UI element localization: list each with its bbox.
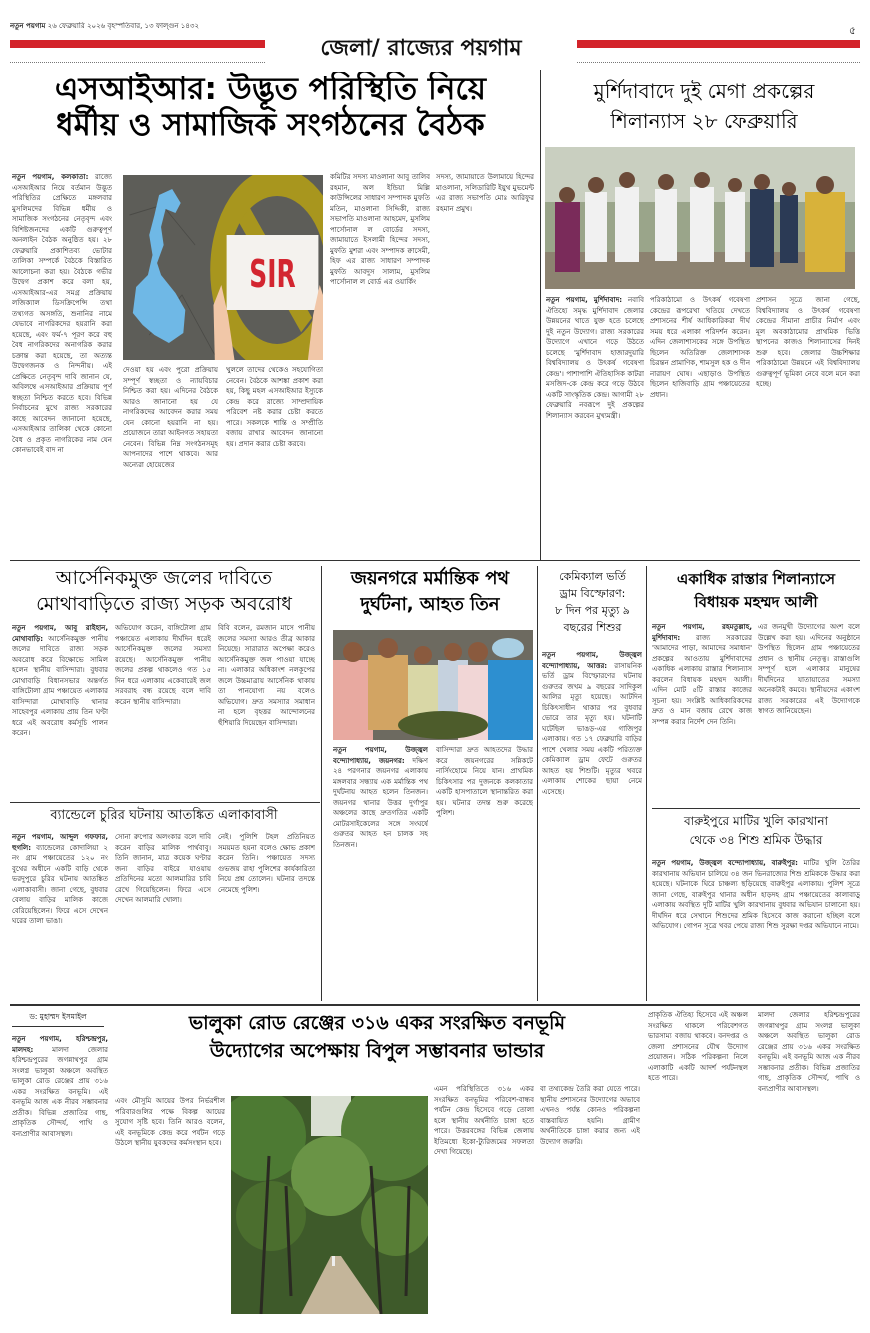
article-dateline: নতুন পয়গাম, উজ্জ্বল বন্দ্যোপাধ্যায়, আত্তর: (542, 651, 642, 670)
article-column (758, 622, 860, 802)
article-column (226, 365, 323, 555)
author-byline: ড: মুহাম্মদ ইসমাইল (29, 1012, 87, 1021)
article-column (758, 1010, 860, 1324)
article-column (218, 832, 315, 1000)
headline-line: জয়নগরে মর্মান্তিক পথ (350, 568, 510, 589)
article-column (652, 622, 752, 802)
article-column (115, 1096, 225, 1324)
article-column (542, 650, 642, 1000)
byline-rule (12, 1026, 104, 1027)
article-column (115, 623, 211, 798)
article-column (115, 832, 211, 1000)
injured-patient-image (333, 630, 533, 740)
article-column (540, 1084, 640, 1324)
headline-line: দুর্ঘটনা, আহত তিন (360, 594, 500, 616)
officials-walking-image (545, 147, 855, 289)
article-column (12, 172, 112, 552)
article-text: এমন পরিস্থিতিতে ৩১৬ একর সংরক্ষিত বনভূমির পরিবেশ-বান্ধব পর্যটন কেন্দ্র হিসেবে গড়ে তোলা হলে স্থানীয় অর্থনীতি চাঙ্গা হতে পারে। উত্তরবঙ্গের বিভিন্ন জেলায় ইতিমধ্যে ইকো-ট্যুরিজমের সফলতা দেখা গিয়েছে। (434, 1085, 534, 1156)
dotted-rule-right (577, 62, 860, 63)
section-divider (652, 808, 860, 809)
headline-line: বিধায়ক মহম্মদ আলী (694, 592, 818, 611)
column-divider (321, 566, 322, 1001)
article-text: বা তথ্যকেন্দ্র তৈরি করা যেতে পারে। স্থানীয় প্রশাসনের উদ্যোগের অভাবে এখনও পর্যন্ত কোনও পরিকল্পনা বাস্তবায়িত হয়নি। গ্রামীণ অর্থনীতিকে চাঙ্গা করার জন্য এই উদ্যোগ জরুরি। (540, 1085, 640, 1146)
murshidabad-photo (545, 147, 855, 289)
section-divider (10, 1004, 860, 1006)
article-text: অভিযোগ করেন, বাঙ্গিটোলা গ্রাম পঞ্চায়েত এলাকায় দীর্ঘদিন ধরেই আর্সেনিকমুক্ত জলের সমস্যা রয়েছে। আর্সেনিকমুক্ত পানীয় জলের প্রকল্প থাকলেও গত ১৫ দিন ধরে এলাকায় একেবারেই জল সরবরাহ বন্ধ রয়েছে বলে দাবি করেন স্থানীয় বাসিন্দারা। (115, 624, 211, 706)
headline-line: ভালুকা রোড রেঞ্জের ৩১৬ একর সংরক্ষিত বনভূমি (188, 1012, 565, 1034)
headline-line: এসআইআর: উদ্ভূত পরিস্থিতি নিয়ে (54, 72, 487, 107)
article-column (330, 172, 430, 555)
headline-murshidabad[interactable] (545, 76, 863, 136)
article-dateline: নতুন পয়গাম, আব্দুল গফফার, হুগলি: (12, 833, 108, 852)
sir-illustration (123, 175, 323, 360)
article-text: মাটির খুলি তৈরির কারখানায় অভিযান চালিয়ে ৩৪ জন ভিনরাজ্যের শিশু শ্রমিককে উদ্ধার করা হয়েছে। ঘটনাকে ঘিরে চাঞ্চল্য ছড়িয়েছে বারুইপুর এলাকায়। পুলিশ সূত্রে জানা গেছে, বারুইপুর থানার অধীন হাড়দহ গ্রাম পঞ্চায়েতের কালাবাড়ু এলাকায় অবস্থিত দুটি মাটির খুলি কারখানায় বুধবার অভিযান চালানো হয়। দীর্ঘদিন ধরে সেখানে শিশুদের শ্রমিক হিসেবে কাজ করানো হচ্ছিল বলে অভিযোগ। গোপন সূত্রে খবর পেয়ে রাজ্য শিশু সুরক্ষা দপ্তর অভিযানে নামে। (652, 859, 860, 930)
article-column (123, 365, 218, 555)
headline-mla[interactable] (650, 568, 862, 613)
article-text: বাসিন্দারা দ্রুত আহতদের উদ্ধার করে জয়নগরের সন্নিকটে নার্সিংহোমে নিয়ে যান। প্রাথমিক চিকিৎসার পর দুজনকে কলকাতার একটি হাসপাতালে স্থানান্তরিত করা হয়। ঘটনার তদন্ত শুরু করেছে পুলিশ। (436, 746, 533, 817)
article-column (756, 295, 860, 557)
dateline-bar (10, 22, 265, 31)
article-dateline: নতুন পয়গাম, উজ্জ্বল বন্দ্যোপাধ্যায়, বারুইপুর: (652, 859, 798, 867)
headline-line: বারুইপুরে মাটির খুলি কারখানা (683, 814, 829, 828)
headline-sir[interactable] (8, 72, 533, 143)
article-column (218, 623, 315, 798)
headline-forest[interactable] (112, 1010, 642, 1065)
sir-sign-text: SIR (249, 251, 296, 297)
article-text: কমিটির সদস্য মাওলানা আবু তালিব রহমান, অল ইন্ডিয়া মিল্লি কাউন্সিলের সাধারণ সম্পাদক মুফতি মতিন, মাওলানা সিদ্দিকী, রাজ্য সভাপতি মাওলানা আহমেদ, মুসলিম পার্সোনাল ল বোর্ডের সদস্য, জামায়াতে ইসলামী হিন্দের সদস্য, মুফতি মুশরা এবং সম্পাদক ক্বাসেমী, হিফ এর রাজ্য সাধারণ সম্পাদক মুফতি আবদুস সালাম, মুসলিম পার্সোনাল ল বোর্ড এর ওয়ার্কিং (330, 173, 430, 286)
article-column (12, 623, 108, 798)
issue-date: ২৬ ফেব্রুয়ারি ২০২৬ বৃহস্পতিবার, ১৩ ফাল্গুন ১৪৩২ (47, 22, 199, 30)
headline-joynagar[interactable] (326, 566, 534, 618)
headline-line: ধর্মীয় ও সামাজিক সংগঠনের বৈঠক (56, 106, 485, 143)
section-divider (10, 802, 320, 803)
column-divider (540, 70, 541, 560)
article-text: পরিকাঠামো ও উৎকর্ষ গবেষণা কেন্দ্রের রূপরেখা খতিয়ে দেখতে প্রশাসনের শীর্ষ আধিকারিকরা দীর্ঘ সময় ধরে এলাকা পরিদর্শন করেন। এদিন জেলাশাসকের সঙ্গে উপস্থিত ছিলেন অতিরিক্ত জেলাশাসক চিরন্তন প্রামাণিক, শামসুল হক ও দীন নারায়ণ ঘোষ। এছাড়াও উপস্থিত ছিলেন হাজিবাড়ি গ্রাম পঞ্চায়েতের প্রধান। (650, 296, 750, 399)
section-title: জেলা/ রাজ্যের পয়গাম (320, 36, 522, 61)
sir-photo (123, 175, 323, 360)
article-column (546, 295, 644, 557)
headline-line: ৮ দিন পর মৃত্যু ৯ (555, 604, 630, 618)
headline-line: বছরের শিশুর (563, 621, 622, 635)
article-column (12, 832, 108, 1000)
article-text: মালদা জেলার হরিশ্চন্দ্রপুরের জগন্নাথপুর গ্রাম সংলগ্ন ভালুকা অঞ্চলে অবস্থিত ভালুকা রোড রেঞ্জের প্রায় ৩১৬ একর সংরক্ষিত বনভূমি। এই বনভূমি আজ এক নীরব সম্ভাবনার প্রতীক। বিভিন্ন প্রজাতির গাছ, প্রাকৃতিক সৌন্দর্য, পাখি ও বন্যপ্রাণীর আবাসস্থল। (758, 1011, 860, 1093)
headline-baruipur[interactable] (650, 812, 862, 849)
article-text: সদস্য, জামায়াতে উলামায়ে হিন্দের মাওলানা, সলিডারিটি ইয়ুথ মুভমেন্ট এর রাজ্য সভাপতি মোঃ আরিফুর রহমান প্রমুখ। (436, 173, 534, 213)
headline-line: থেকে ৩৪ শিশু শ্রমিক উদ্ধার (689, 832, 823, 847)
page-number: ৫ (848, 24, 856, 37)
article-text: রাসায়নিক ভর্তি ড্রাম বিস্ফোরণের ঘটনায় গুরুতর জখম ৯ বছরের সাদিকুল আলির মৃত্যু হয়েছে। আটদিন চিকিৎসাধীন থাকার পর বুধবার ভোরে তার মৃত্যু হয়। ঘটনাটি ঘটেছিল ভাঙড়-এর গাজিপুর এলাকায়। গত ১৭ ফেব্রুয়ারি বাড়ির পাশে খেলার সময় একটি পরিত্যক্ত কেমিক্যাল ড্রাম ফেটে গুরুতর আহত হয় শিশুটি। মৃত্যুর খবরে এলাকায় শোকের ছায়া নেমে এসেছে। (542, 661, 642, 796)
article-text: রাজ্যে এসআইআর নিয়ে বর্তমান উদ্ভূত পরিস্থিতির প্রেক্ষিতে মঙ্গলবার মুসলিমদের বিভিন্ন ধর্মীয় ও সামাজিক সংগঠনের নেতৃবৃন্দ এবং বিশিষ্টজনদের একটি গুরুত্বপূর্ণ অনলাইন বৈঠক অনুষ্ঠিত হয়। ২৮ ফেব্রুয়ারি প্রকাশিতব্য ভোটার তালিকা সম্পর্কে বৈঠকে বিস্তারিত আলোচনা করা হয়। বৈঠকে গভীর উদ্বেগ প্রকাশ করে বলা হয়, এসআইআর-এর সমগ্র প্রক্রিয়ায় লজিক্যাল ডিসক্রিপেন্সি তথা তথ্যগত অসঙ্গতি, শুনানির নামে যেভাবে নাগরিকদের হয়রানি করা হয়েছে, এবং ফর্ম-৭ পূরণ করে বহু বৈধ নাগরিকদের অনাগরিক করার চক্রান্ত করা হয়েছে, তা অত্যন্ত উদ্বেগজনক ও নিন্দনীয়। এই প্রেক্ষিতে নেতৃবৃন্দ দাবি জানান যে, অবিলম্বে এসআইআর প্রক্রিয়ায় পূর্ণ স্বচ্ছতা নিশ্চিত করতে হবে। বিভিন্ন নির্বাচনের মুখে রাজ্য সরকারের কাছে আবেদন জানানো হয়েছে, এসআইআর তালিকা থেকে কোনো বৈধ ও প্রকৃত নাগরিকের নাম যেন কোনভাবেই বাদ না (12, 173, 112, 454)
headline-line: ড্রাম বিস্ফোরণ: (559, 587, 626, 601)
article-column (648, 1010, 748, 1324)
article-column (434, 1084, 534, 1324)
article-text: নেই। পুলিশি টহল প্রতিনিয়ত সময়মত হয়না বলেও ক্ষোভ প্রকাশ করেন তিনি। পঞ্চায়েত সদস্য গুভজয় রাহা পুলিশের কার্যকারিতা নিয়ে প্রশ্ন তোলেন। ঘটনার তদন্তে নেমেছে পুলিশ। (218, 833, 315, 894)
headline-arsenic[interactable] (10, 566, 318, 617)
article-text: দক্ষিণ ২৪ পরগনার জয়নগর এলাকায় মঙ্গলবার সন্ধ্যায় এক মর্মান্তিক পথ দুর্ঘটনায় আহত হলেন তিনজন। জয়নগর থানার উত্তর দুর্গাপুর অঞ্চলের কাছে দ্রুতগতির একটি মোটরসাইকেলের সঙ্গে সংঘর্ষে গুরুতর আহত হন চালক সহ তিনজন। (333, 756, 428, 849)
article-text: বিবি বলেন, রমজান মাসে পানীয় জলের সমস্যা আরও তীব্র আকার নিয়েছে। সারারাত অপেক্ষা করেও আর্সেনিকমুক্ত জল পাওয়া যাচ্ছে না। এলাকার অধিকাংশ নলকূপের জলে উচ্চমাত্রায় আর্সেনিক থাকায় তা পানযোগ্য নয় বলেও অভিযোগ। দ্রুত সমস্যার সমাধান না হলে বৃহত্তর আন্দোলনের হুঁশিয়ারি দিয়েছেন বাসিন্দারা। (218, 624, 315, 727)
article-dateline: নতুন পয়গাম, উজ্জ্বল বন্দ্যোপাধ্যায়, জয়নগর: (333, 746, 428, 765)
article-text: আর্সেনিকমুক্ত পানীয় জলের দাবিতে রাজ্য সড়ক অবরোধ করে বিক্ষোভে সামিল হলেন স্থানীয় বাসিন্দারা। বুধবার মোথাবাড়ি বিধানসভার অন্তর্গত বাঙ্গিটোলা গ্রাম পঞ্চায়েত এলাকার বাসিন্দারা মোথাবাড়ি থানার সাহেবপুর এলাকায় প্রায় তিন ঘণ্টা ধরে এই অবরোধ কর্মসূচি পালন করেন। (12, 634, 108, 737)
article-dateline: নতুন পয়গাম, আবু রাইহান, মোথাবাড়ি: (12, 624, 108, 643)
headline-bandel[interactable]: ব্যান্ডেলে চুরির ঘটনায় আতঙ্কিত এলাকাবাসী (50, 808, 278, 823)
headline-line: একাধিক রাস্তার শিলান্যাসে (676, 570, 836, 588)
headline-chemical[interactable] (541, 568, 644, 636)
article-text: খুললে তাদের থেকেও সহযোগিতা নেবেন। বৈঠকে আশঙ্কা প্রকাশ করা হয়, কিছু মহল এসআইআর ইস্যুকে কেন্দ্র করে রাজ্যে সাম্প্রদায়িক পরিবেশ নষ্ট করার চেষ্টা করতে পারে। সকলকে শান্তি ও সম্প্রীতি বজায় রাখার আবেদন জানানো হয়। প্রদান করার চেষ্টা করবে। (226, 366, 323, 448)
joynagar-photo (333, 630, 533, 740)
article-column (436, 745, 533, 1000)
article-dateline: নতুন পয়গাম, কলকাতা: (12, 173, 89, 181)
article-text: এর জনমুখী উদ্যোগের অংশ বলে উল্লেখ করা হয়। এদিনের অনুষ্ঠানে উপস্থিত ছিলেন গ্রাম পঞ্চায়েতের প্রধান ও স্থানীয় নেতৃত্ব। রাস্তাগুলি সম্পূর্ণ হলে এলাকার মানুষের দীর্ঘদিনের যাতায়াতের সমস্যা অনেকটাই কমবে। স্থানীয়দের একাংশ রাজ্য সরকারের এই উদ্যোগকে স্বাগত জানিয়েছেন। (758, 623, 860, 715)
forest-path-image (231, 1096, 428, 1314)
article-dateline: নতুন পয়গাম, হরিশ্চন্দ্রপুর, মালদহ: (12, 1035, 108, 1054)
article-text: ব্যান্ডেলের কোদালিয়া ২ নং গ্রাম পঞ্চায়েতের ১২০ নং বুথের অধীনে একটি বাড়ি থেকে ভরদুপুরে চুরির ঘটনায় আতঙ্কিত এলাকাবাসী। জানা গেছে, বুধবার বেলায় বাড়ির মালিক কাজে বেরিয়েছিলেন। ফিরে এসে দেখেন ঘরের তালা ভাঙা। (12, 843, 108, 925)
dotted-rule-left (10, 62, 265, 63)
article-text: রাজ্য সরকারের 'আমাদের পাড়া, আমাদের সমাধান' প্রকল্পের আওতায় মুর্শিদাবাদের একাধিক এলাকায় রাস্তার শিলান্যাস করলেন বিধায়ক মহম্মদ আলী। এদিন মোট ৫টি রাস্তার কাজের সূচনা হয়। সংশ্লিষ্ট আধিকারিকদের দ্রুত ও মান বজায় রেখে কাজ সম্পন্ন করার নির্দেশ দেন তিনি। (652, 633, 752, 726)
article-column (12, 1034, 108, 1324)
forest-photo (231, 1096, 428, 1314)
article-column (650, 295, 750, 557)
headline-line: মুর্শিদাবাদে দুই মেগা প্রকল্পের (593, 79, 815, 103)
article-column (436, 172, 534, 555)
article-text: প্রশাসন সূত্রে জানা গেছে, বিশ্ববিদ্যালয় ও উৎকর্ষ গবেষণা কেন্দ্রের সীমানা প্রাচীর নির্মাণ এবং মূল অবকাঠামোর প্রাথমিক ভিত্তি স্থাপনের কাজও শিলান্যাসের দিনই শুরু হবে। জেলার উচ্চশিক্ষার পরিকাঠামো উন্নয়নে এই বিশ্ববিদ্যালয় গুরুত্বপূর্ণ ভূমিকা নেবে বলে মনে করা হচ্ছে। (756, 296, 860, 388)
column-divider (537, 566, 538, 1001)
headline-line: মোথাবাড়িতে রাজ্য সড়ক অবরোধ (36, 592, 292, 615)
section-divider (10, 560, 860, 561)
article-text: নবাবি ঐতিহ্যে সমৃদ্ধ মুর্শিদাবাদ জেলার উন্নয়নের খাতে যুক্ত হতে চলেছে দুই নতুন উদ্যোগ। রাজ্য সরকারের উদ্যোগে এখানে গড়ে উঠতে চলেছে 'মুর্শিদাবাদ হাজারদুয়ারি বিশ্ববিদ্যালয় ও উৎকর্ষ গবেষণা কেন্দ্র'। পাশাপাশি ঐতিহাসিক কাটরা মসজিদ-কে কেন্দ্র করে গড়ে উঠবে একটি সাংস্কৃতিক কেন্দ্র। আগামী ২৮ ফেব্রুয়ারি নবরূপে দুই প্রকল্পের শিলান্যাস করবেন মুখ্যমন্ত্রী। (546, 296, 644, 420)
red-rule-left (10, 40, 265, 48)
article-text: প্রাকৃতিক ঐতিহ্য হিসেবে এই অঞ্চল সংরক্ষিত থাকলে পরিবেশগত ভারসাম্য বজায় থাকবে। বনদপ্তর ও জেলা প্রশাসনের যৌথ উদ্যোগ প্রয়োজন। সঠিক পরিকল্পনা নিলে এলাকাটি একটি আদর্শ পর্যটনস্থল হতে পারে। (648, 1011, 748, 1082)
headline-line: উদ্যোগের অপেক্ষায় বিপুল সম্ভাবনার ভান্ডার (209, 1039, 545, 1062)
article-column (652, 858, 860, 1000)
column-divider (646, 566, 647, 1001)
article-text: মালদা জেলার হরিশ্চন্দ্রপুরের জগন্নাথপুর গ্রাম সংলগ্ন ভালুকা অঞ্চলে অবস্থিত ভালুকা রোড রেঞ্জের প্রায় ৩১৬ একর সংরক্ষিত বনভূমি। এই বনভূমি আজ এক নীরব সম্ভাবনার প্রতীক। বিভিন্ন প্রজাতির গাছ, প্রাকৃতিক সৌন্দর্য, পাখি ও বন্যপ্রাণীর আবাসস্থল। (12, 1045, 108, 1138)
red-rule-right (577, 40, 860, 48)
headline-line: কেমিক্যাল ভর্তি (559, 570, 626, 583)
headline-line: শিলান্যাস ২৮ ফেব্রুয়ারি (610, 109, 798, 133)
paper-name: নতুন পয়গাম (10, 22, 46, 30)
headline-line: আর্সেনিকমুক্ত জলের দাবিতে (55, 567, 273, 589)
article-dateline: নতুন পয়গাম, রহমতুল্লাহ, মুর্শিদাবাদ: (652, 623, 752, 642)
article-text: সোনা রুপোর অলংকার বলে দাবি করেন বাড়ির মালিক পার্থবাবু। তিনি জানান, মাত্র কয়েক ঘণ্টার জন্য বাড়ির বাইরে যাওয়ায় প্রতিদিনের মতো আলমারির চাবি রেখে গিয়েছিলেন। ফিরে এসে দেখেন আলমারি খোলা। (115, 833, 211, 904)
article-text: দেওয়া হয় এবং পুরো প্রক্রিয়ায় সম্পূর্ণ স্বচ্ছতা ও ন্যায়বিচার নিশ্চিত করা হয়। এদিনের বৈঠকে আরও জানানো হয় যে নাগরিকদের আবেদন করার সময় যেন কোনো হয়রানি না হয়। প্রয়োজনে তারা আইনগত সহায়তা নেবেন। বিভিন্ন নিম্ন সংগঠনসমূহ আপনাদের পাশে থাকবে। আর অন্যেরা হোয়েজের (123, 366, 218, 469)
article-dateline: নতুন পয়গাম, মুর্শিদাবাদ: (546, 296, 623, 304)
article-column (333, 745, 428, 1000)
article-text: এবং মৌসুমি আয়ের উপর নির্ভরশীল পরিবারগুলির পক্ষে বিকল্প আয়ের সুযোগ সৃষ্টি হবে। তিনি আরও বলেন, এই বনভূমিকে কেন্দ্র করে পর্যটন গড়ে উঠলে স্থানীয় যুবকদের কর্মসংস্থান হবে। (115, 1097, 225, 1147)
